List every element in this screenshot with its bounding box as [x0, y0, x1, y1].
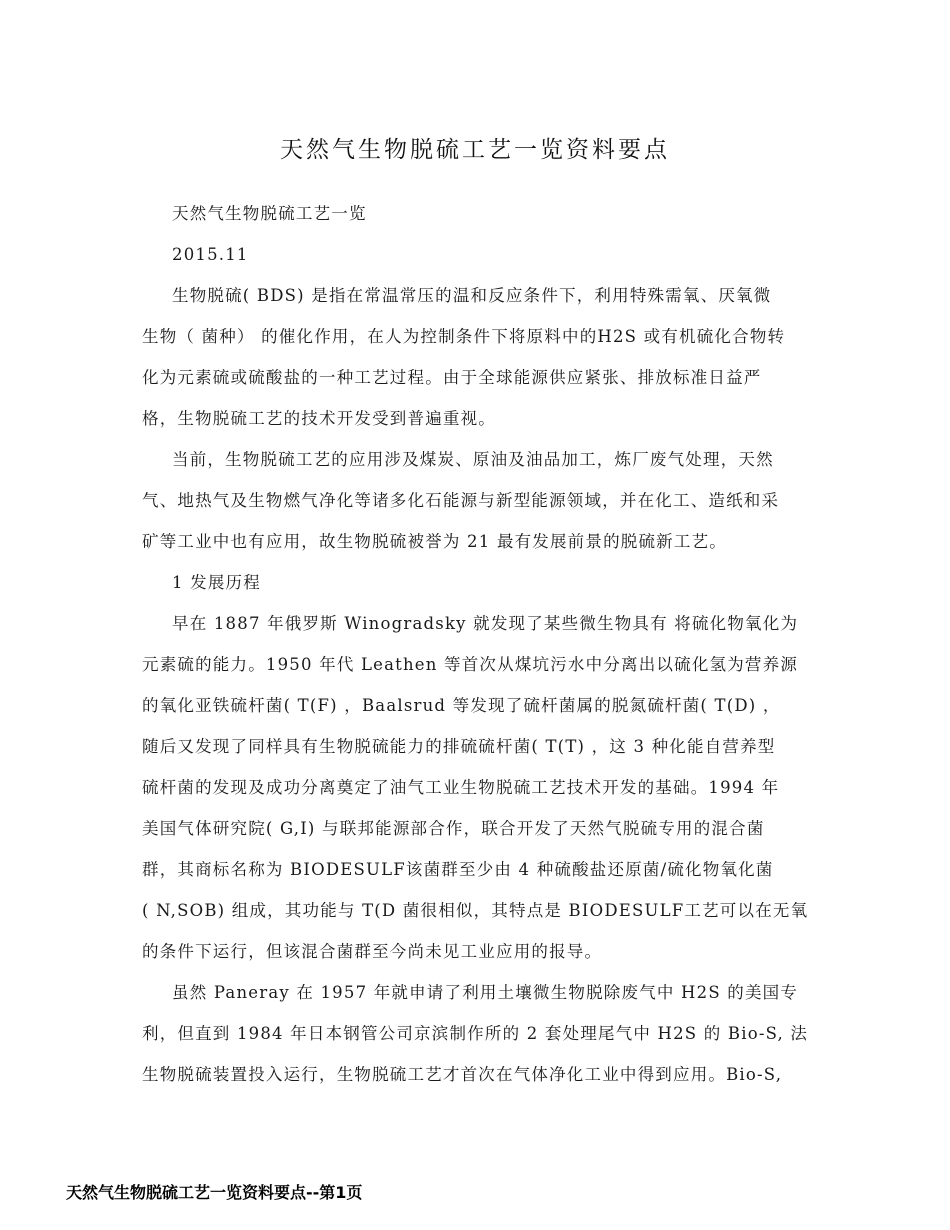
paragraph-line: 随后又发现了同样具有生物脱硫能力的排硫硫杆菌( T(T) ，这 3 种化能自营养型 — [142, 737, 776, 756]
paragraph-line: 的条件下运行，但该混合菌群至今尚未见工业应用的报导。 — [142, 942, 603, 961]
paragraph-line: 生物脱硫( BDS) 是指在常温常压的温和反应条件下，利用特殊需氧、厌氧微 — [172, 286, 772, 305]
section-heading: 1 发展历程 — [172, 573, 261, 592]
paragraph-line: 矿等工业中也有应用，故生物脱硫被誉为 21 最有发展前景的脱硫新工艺。 — [142, 532, 727, 551]
paragraph-line: 早在 1887 年俄罗斯 Winogradsky 就发现了某些微生物具有 将硫化物氧化为 — [172, 614, 799, 633]
paragraph-line: 格，生物脱硫工艺的技术开发受到普遍重视。 — [142, 409, 496, 428]
paragraph-line: 生物脱硫装置投入运行，生物脱硫工艺才首次在气体净化工业中得到应用。Bio-S, — [142, 1065, 783, 1084]
date-line: 2015.11 — [172, 245, 249, 264]
paragraph-line: 虽然 Paneray 在 1957 年就申请了利用土壤微生物脱除废气中 H2S 的美国专 — [172, 983, 799, 1002]
paragraph-line: 美国气体研究院( G,I) 与联邦能源部合作，联合开发了天然气脱硫专用的混合菌 — [142, 819, 765, 838]
paragraph-line: 群，其商标名称为 BIODESULF该菌群至少由 4 种硫酸盐还原菌/硫化物氧化菌 — [142, 860, 774, 879]
document-title: 天然气生物脱硫工艺一览资料要点 — [280, 137, 670, 163]
paragraph-line: 元素硫的能力。1950 年代 Leathen 等首次从煤坑污水中分离出以硫化氢为营养源 — [142, 655, 799, 674]
paragraph-line: 当前，生物脱硫工艺的应用涉及煤炭、原油及油品加工，炼厂废气处理，天然 — [172, 450, 774, 469]
paragraph-line: ( N,SOB) 组成，其功能与 T(D 菌很相似，其特点是 BIODESULF工艺可以在无氧 — [142, 901, 809, 920]
paragraph-line: 生物（ 菌种） 的催化作用，在人为控制条件下将原料中的H2S 或有机硫化合物转 — [142, 327, 786, 346]
page-footer: 天然气生物脱硫工艺一览资料要点--第1页 — [66, 1183, 363, 1202]
paragraph-line: 利，但直到 1984 年日本钢管公司京滨制作所的 2 套处理尾气中 H2S 的 Bio-S, 法 — [142, 1024, 809, 1043]
paragraph-line: 硫杆菌的发现及成功分离奠定了油气工业生物脱硫工艺技术开发的基础。1994 年 — [142, 778, 780, 797]
paragraph-line: 的氧化亚铁硫杆菌( T(F) ，Baalsrud 等发现了硫杆菌属的脱氮硫杆菌( T(D) ， — [142, 696, 781, 715]
subtitle-line: 天然气生物脱硫工艺一览 — [172, 204, 367, 223]
paragraph-line: 化为元素硫或硫酸盐的一种工艺过程。由于全球能源供应紧张、排放标准日益严 — [142, 368, 762, 387]
paragraph-line: 气、地热气及生物燃气净化等诸多化石能源与新型能源领域，并在化工、造纸和采 — [142, 491, 780, 510]
